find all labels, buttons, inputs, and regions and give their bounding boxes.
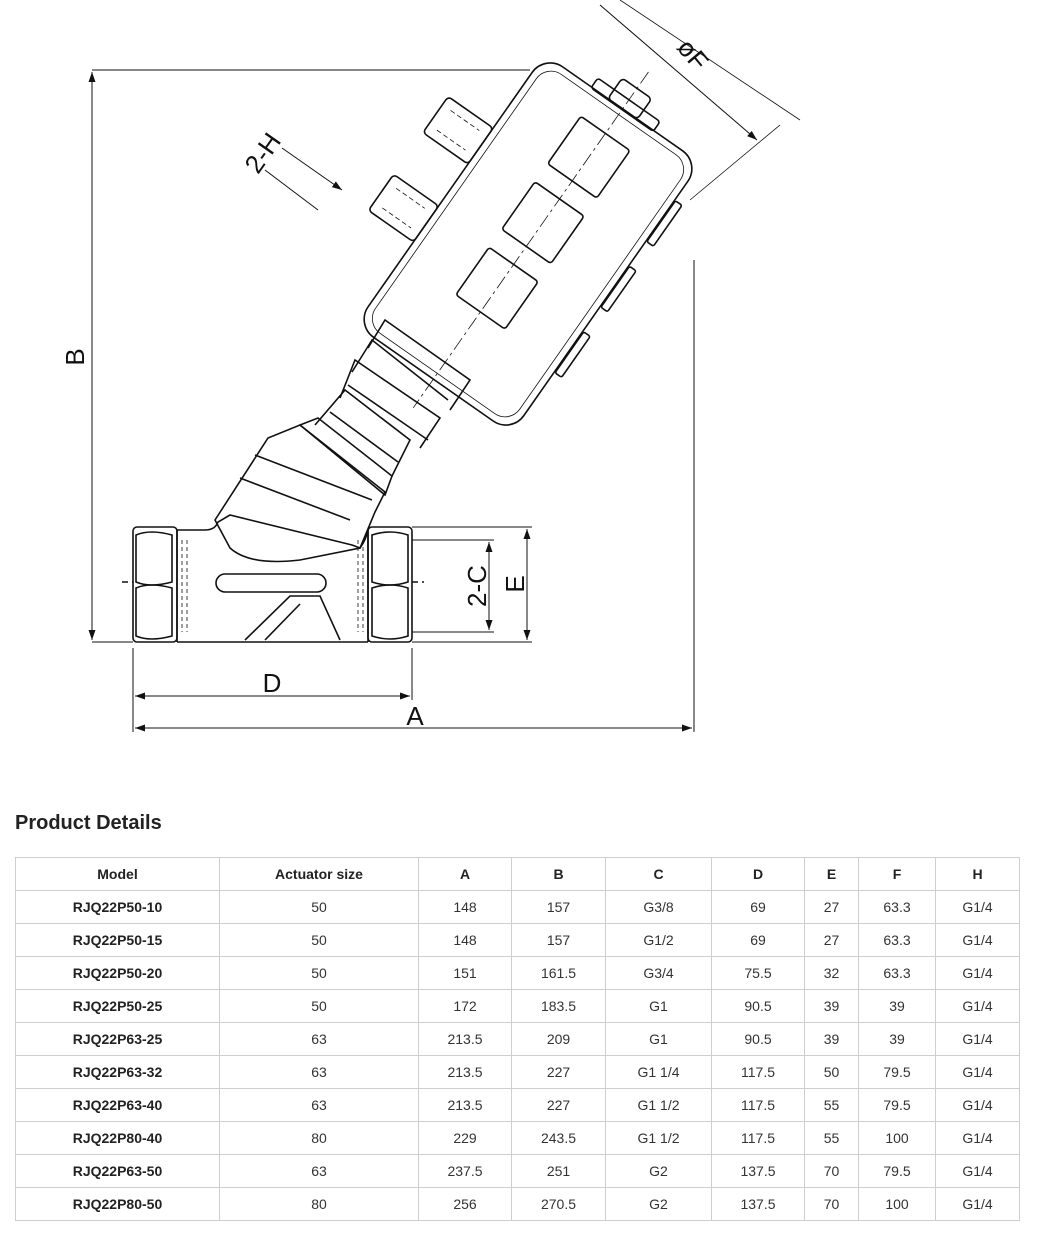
table-cell: 117.5: [712, 1056, 805, 1089]
table-cell: 63: [220, 1023, 419, 1056]
table-cell: 172: [419, 990, 512, 1023]
table-cell: 209: [512, 1023, 606, 1056]
model-cell: RJQ22P50-10: [16, 891, 220, 924]
table-cell: 251: [512, 1155, 606, 1188]
table-row: [16, 1122, 1020, 1155]
table-cell: G1 1/4: [606, 1056, 712, 1089]
column-header: Model: [16, 858, 220, 891]
table-cell: G2: [606, 1155, 712, 1188]
table-cell: G1: [606, 990, 712, 1023]
table-cell: 69: [712, 891, 805, 924]
table-cell: 137.5: [712, 1188, 805, 1221]
model-cell: RJQ22P63-32: [16, 1056, 220, 1089]
table-row: [16, 990, 1020, 1023]
table-header-row: [16, 858, 1020, 891]
table-cell: 100: [859, 1122, 936, 1155]
table-cell: G1: [606, 1023, 712, 1056]
table-cell: 229: [419, 1122, 512, 1155]
table-cell: G1/4: [936, 990, 1020, 1023]
table-row: [16, 924, 1020, 957]
table-cell: G1 1/2: [606, 1089, 712, 1122]
table-cell: 117.5: [712, 1122, 805, 1155]
column-header: E: [805, 858, 859, 891]
model-cell: RJQ22P50-25: [16, 990, 220, 1023]
dimension-label-B: B: [60, 348, 90, 366]
table-cell: 75.5: [712, 957, 805, 990]
table-cell: 148: [419, 891, 512, 924]
table-row: [16, 1188, 1020, 1221]
table-cell: 69: [712, 924, 805, 957]
table-cell: G1/2: [606, 924, 712, 957]
table-cell: 63: [220, 1056, 419, 1089]
column-header: F: [859, 858, 936, 891]
dimension-lines: [92, 0, 800, 732]
table-cell: 63.3: [859, 957, 936, 990]
table-cell: 213.5: [419, 1023, 512, 1056]
table-cell: 227: [512, 1056, 606, 1089]
table-body: [16, 891, 1020, 1221]
table-cell: G3/8: [606, 891, 712, 924]
table-cell: G1/4: [936, 924, 1020, 957]
table-cell: 50: [220, 924, 419, 957]
table-cell: 157: [512, 924, 606, 957]
table-cell: G1/4: [936, 1155, 1020, 1188]
table-cell: 213.5: [419, 1056, 512, 1089]
table-cell: 100: [859, 1188, 936, 1221]
table-cell: 50: [805, 1056, 859, 1089]
table-cell: 63: [220, 1155, 419, 1188]
model-cell: RJQ22P63-50: [16, 1155, 220, 1188]
dimension-label-C: 2-C: [462, 565, 492, 607]
table-cell: 90.5: [712, 990, 805, 1023]
table-cell: 90.5: [712, 1023, 805, 1056]
dimension-label-D: D: [262, 668, 282, 698]
model-cell: RJQ22P80-40: [16, 1122, 220, 1155]
table-cell: G1/4: [936, 1122, 1020, 1155]
table-cell: 157: [512, 891, 606, 924]
table-cell: G3/4: [606, 957, 712, 990]
table-cell: 70: [805, 1188, 859, 1221]
table-cell: 55: [805, 1089, 859, 1122]
table-cell: G2: [606, 1188, 712, 1221]
table-cell: 70: [805, 1155, 859, 1188]
table-cell: 117.5: [712, 1089, 805, 1122]
table-row: [16, 1056, 1020, 1089]
table-cell: 50: [220, 891, 419, 924]
product-details-table: [15, 857, 1020, 1221]
table-cell: G1/4: [936, 891, 1020, 924]
table-cell: 63: [220, 1089, 419, 1122]
model-cell: RJQ22P63-40: [16, 1089, 220, 1122]
dimension-label-E: E: [500, 575, 530, 593]
model-cell: RJQ22P80-50: [16, 1188, 220, 1221]
table-cell: 79.5: [859, 1089, 936, 1122]
column-header: A: [419, 858, 512, 891]
table-cell: 148: [419, 924, 512, 957]
table-row: [16, 957, 1020, 990]
valve-bonnet: [215, 425, 385, 562]
table-cell: 39: [805, 990, 859, 1023]
table-cell: 213.5: [419, 1089, 512, 1122]
table-cell: 32: [805, 957, 859, 990]
table-cell: G1/4: [936, 957, 1020, 990]
column-header: D: [712, 858, 805, 891]
table-cell: 39: [805, 1023, 859, 1056]
table-cell: 27: [805, 924, 859, 957]
table-cell: G1 1/2: [606, 1122, 712, 1155]
table-cell: 243.5: [512, 1122, 606, 1155]
table-cell: 63.3: [859, 891, 936, 924]
table-cell: 79.5: [859, 1155, 936, 1188]
table-cell: 256: [419, 1188, 512, 1221]
model-cell: RJQ22P63-25: [16, 1023, 220, 1056]
column-header: C: [606, 858, 712, 891]
table-row: [16, 1023, 1020, 1056]
table-cell: 39: [859, 1023, 936, 1056]
table-row: [16, 891, 1020, 924]
table-cell: 227: [512, 1089, 606, 1122]
table-cell: 27: [805, 891, 859, 924]
model-cell: RJQ22P50-15: [16, 924, 220, 957]
table-cell: 63.3: [859, 924, 936, 957]
table-cell: 50: [220, 990, 419, 1023]
table-cell: G1/4: [936, 1056, 1020, 1089]
column-header: Actuator size: [220, 858, 419, 891]
valve-body: [122, 515, 424, 642]
table-cell: 39: [859, 990, 936, 1023]
column-header: B: [512, 858, 606, 891]
column-header: H: [936, 858, 1020, 891]
model-cell: RJQ22P50-20: [16, 957, 220, 990]
dimension-label-A: A: [406, 701, 424, 731]
table-cell: 161.5: [512, 957, 606, 990]
table-cell: G1/4: [936, 1089, 1020, 1122]
table-cell: 80: [220, 1122, 419, 1155]
table-cell: 55: [805, 1122, 859, 1155]
table-row: [16, 1089, 1020, 1122]
table-cell: 79.5: [859, 1056, 936, 1089]
table-cell: 183.5: [512, 990, 606, 1023]
table-cell: 50: [220, 957, 419, 990]
table-cell: G1/4: [936, 1188, 1020, 1221]
dimension-label-F: øF: [671, 32, 715, 77]
section-title: Product Details: [15, 812, 162, 834]
table-cell: 270.5: [512, 1188, 606, 1221]
table-cell: 80: [220, 1188, 419, 1221]
dimension-label-H: 2-H: [238, 127, 287, 179]
table-cell: 137.5: [712, 1155, 805, 1188]
table-cell: G1/4: [936, 1023, 1020, 1056]
table-row: [16, 1155, 1020, 1188]
table-cell: 237.5: [419, 1155, 512, 1188]
table-cell: 151: [419, 957, 512, 990]
